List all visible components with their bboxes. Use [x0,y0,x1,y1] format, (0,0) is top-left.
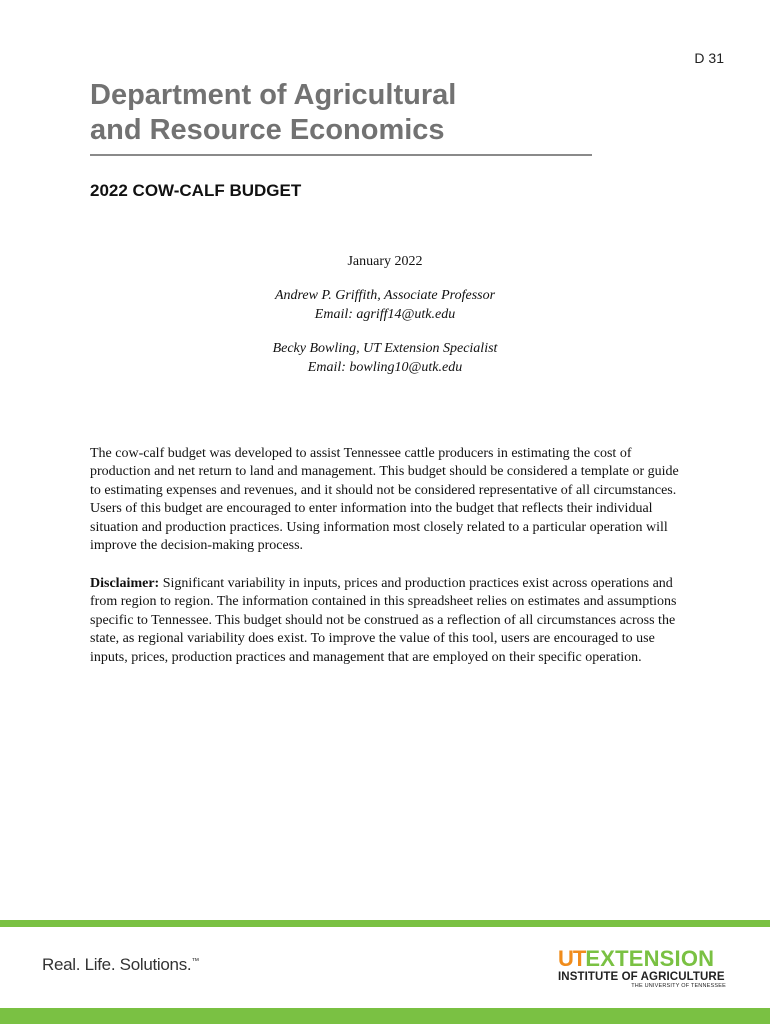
author2-name: Becky Bowling, UT Extension Specialist [272,341,498,356]
footer-green-band [0,1008,770,1024]
page-code: D 31 [694,50,724,66]
logo-university-text: THE UNIVERSITY OF TENNESSEE [631,983,726,989]
author1-name: Andrew P. Griffith, Associate Professor [274,288,496,303]
intro-paragraph: The cow-calf budget was developed to assist Tennessee cattle producers in estimating the cost of production and net return to land and management. This budget should be considered a template or guide to estimating expenses and revenues, and it should not be considered representative of all circumstances. Users of this budget are encouraged to enter information into the budget that reflects their individual situation and production practices. Using information most closely related to a particular operation will improve the decision-making process. [90,446,679,554]
trademark-mark: ™ [191,956,200,966]
title-divider [90,154,592,156]
budget-title: 2022 COW-CALF BUDGET [90,181,302,200]
disclaimer-text: Significant variability in inputs, prices and production practices exist across operations and from region to region. The information contained in this spreadsheet relies on estimates and assumptions specific to Tennessee. This budget should not be construed as a reflection of all circumstances across the state, as regional variability does exist. To improve the value of this tool, users are encouraged to use inputs, prices, production practices and management that are employed on their specific operation. [90,576,677,665]
logo-extension-text: EXTENSION [585,946,715,971]
department-title-line1: Department of Agricultural [90,79,457,111]
logo-wordmark [558,948,730,970]
footer-tagline [42,955,199,975]
author1-email: Email: agriff14@utk.edu [314,307,456,322]
publication-date: January 2022 [347,254,423,269]
disclaimer-label: Disclaimer: [90,576,160,591]
tagline-text: Real. Life. Solutions. [42,955,192,974]
author2-email: Email: bowling10@utk.edu [307,360,463,375]
ut-extension-logo [558,948,730,988]
department-title [90,78,456,148]
logo-ut-mark: UT [558,946,586,971]
disclaimer-paragraph [90,575,690,667]
footer-green-rule [0,920,770,927]
author-block-1 [0,286,770,324]
author-block-2 [0,339,770,377]
logo-institute-text: INSTITUTE OF AGRICULTURE [558,971,725,983]
department-title-line2: and Resource Economics [90,114,445,146]
